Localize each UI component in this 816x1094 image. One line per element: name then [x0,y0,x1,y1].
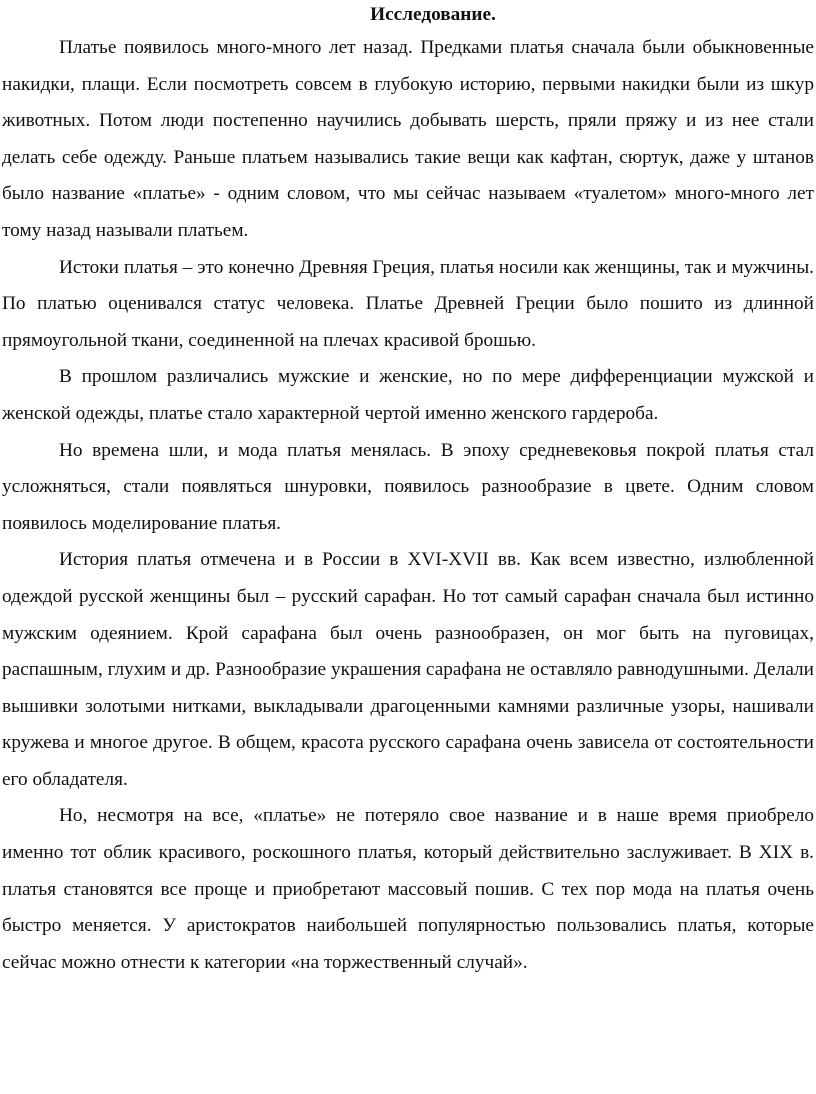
paragraph-3: В прошлом различались мужские и женские, но по мере дифференциации мужской и женской одежды, платье стало характерной чертой именно женского гардероба. [2,366,814,424]
paragraph-1: Платье появилось много-много лет назад. Предками платья сначала были обыкновенные накидки, плащи. Если посмотреть совсем в глубокую историю, первыми накидки были из шкур животных. Потом люди постепенно научились добывать шерсть, пряли пряжу и из нее стали делать себе одежду. Раньше платьем назывались такие вещи как кафтан, сюртук, даже у штанов было название «платье» - одним словом, что мы сейчас называем «туалетом» много-много лет тому назад называли платьем. [2,37,814,241]
paragraph-2: Истоки платья – это конечно Древняя Греция, платья носили как женщины, так и мужчины. По платью оценивался статус человека. Платье Древней Греции было пошито из длинной прямоугольной ткани, соединенной на плечах красивой брошью. [2,256,814,351]
paragraph-5: История платья отмечена и в России в XVI-XVII вв. Как всем известно, излюбленной одеждой русской женщины был – русский сарафан. Но тот самый сарафан сначала был истинно мужским одеянием. Крой сарафана был очень разнообразен, он мог быть на пуговицах, распашным, глухим и др. Разнообразие украшения сарафана не оставляло равнодушными. Делали вышивки золотыми нитками, выкладывали драгоценными камнями различные узоры, нашивали кружева и многое другое. В общем, красота русского сарафана очень зависела от состоятельности его обладателя. [2,549,814,790]
paragraph-6: Но, несмотря на все, «платье» не потеряло свое название и в наше время приобрело именно тот облик красивого, роскошного платья, который действительно заслуживает. В XIX в. платья становятся все проще и приобретают массовый пошив. С тех пор мода на платья очень быстро меняется. У аристократов наибольшей популярностью пользовались платья, которые сейчас можно отнести к категории «на торжественный случай». [2,805,814,973]
document-title: Исследование. [370,4,496,25]
paragraph-4: Но времена шли, и мода платья менялась. В эпоху средневековья покрой платья стал усложняться, стали появляться шнуровки, появилось разнообразие в цвете. Одним словом появилось моделирование платья. [2,439,814,534]
